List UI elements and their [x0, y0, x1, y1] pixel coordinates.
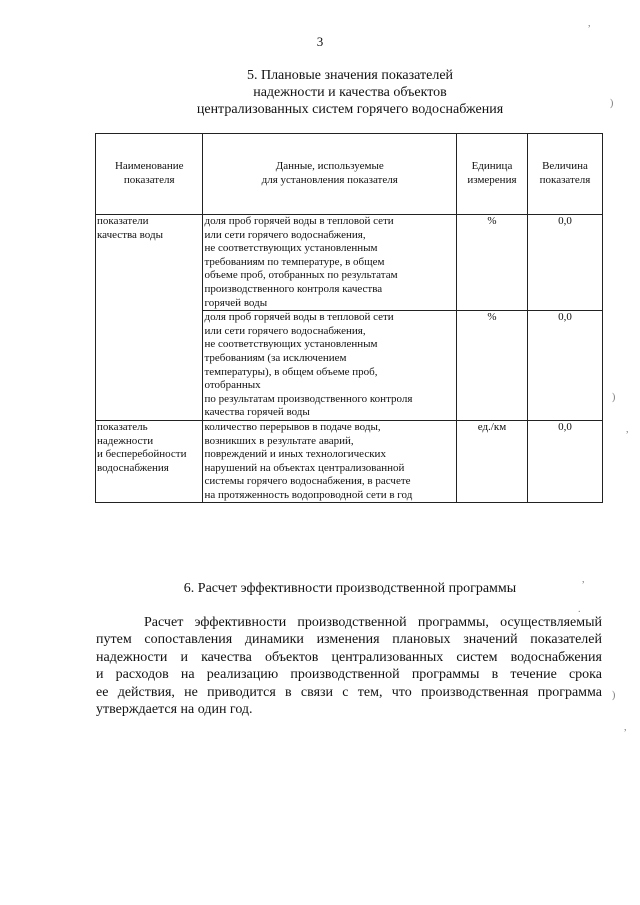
scan-speck: ) — [612, 392, 616, 403]
unit-cell: % — [456, 311, 527, 421]
header-unit — [456, 134, 527, 215]
section-5-title-line: 5. Плановые значения показателей — [246, 68, 454, 83]
name-line: показатели — [97, 215, 149, 227]
page-number: 3 — [316, 34, 324, 49]
table-row — [96, 420, 603, 503]
name-line: показатель — [97, 420, 148, 433]
data-line: требованиям по температуре, в общем — [204, 255, 385, 268]
data-line: количество перерывов в подаче воды, — [204, 420, 381, 433]
scan-speck: ) — [610, 98, 614, 109]
value-cell: 0,0 — [527, 420, 602, 503]
data-line: повреждений и иных технологических — [204, 448, 386, 461]
data-line: температуры), в общем объеме проб, — [204, 365, 378, 378]
header-line: показателя — [123, 174, 175, 186]
section-5-title-line: централизованных систем горячего водоснабжения — [196, 102, 504, 117]
data-description-cell — [203, 311, 457, 421]
header-line: Наименование — [114, 160, 184, 173]
data-line: на протяженность водопроводной сети в год — [204, 488, 413, 501]
data-line: доля проб горячей воды в тепловой сети — [204, 215, 394, 227]
header-line: Единица — [471, 160, 513, 173]
scan-speck: . — [578, 604, 581, 615]
section-6-title: 6. Расчет эффективности производственной программы — [183, 581, 517, 596]
indicator-name-water-quality — [96, 215, 203, 421]
data-line: нарушений на объектах централизованной — [204, 461, 405, 474]
name-line: и бесперебойности — [97, 448, 187, 461]
scan-speck: ) — [612, 690, 616, 701]
paragraph-line: путем сопоставления динамики изменения плановых значений показателей — [96, 632, 602, 648]
data-line: или сети горячего водоснабжения, — [204, 324, 366, 337]
data-line: доля проб горячей воды в тепловой сети — [204, 311, 394, 324]
data-line: не соответствующих установленным — [204, 338, 378, 351]
data-description-cell — [203, 420, 457, 503]
data-line: или сети горячего водоснабжения, — [204, 228, 366, 241]
data-line: возникших в результате аварий, — [204, 434, 354, 447]
unit-cell: ед./км — [456, 420, 527, 503]
data-line: по результатам производственного контроля — [204, 392, 413, 405]
header-indicator-name — [96, 134, 203, 215]
paragraph-line: ее действия, не приводится в связи с тем, что производственная программа — [96, 684, 602, 700]
efficiency-paragraph — [96, 614, 602, 718]
header-line: Величина — [542, 160, 588, 173]
indicator-name-reliability — [96, 420, 203, 503]
name-line: надежности — [97, 434, 154, 447]
value-cell: 0,0 — [527, 311, 602, 421]
header-value — [527, 134, 602, 215]
unit-cell: % — [456, 215, 527, 311]
indicators-table — [95, 133, 603, 503]
table-row — [96, 215, 603, 311]
data-line: производственного контроля качества — [204, 282, 383, 295]
data-line: горячей воды — [204, 296, 268, 309]
scan-speck: , — [582, 574, 585, 585]
table-header-row — [96, 134, 603, 215]
header-line: для установления показателя — [261, 174, 398, 186]
paragraph-line: утверждается на один год. — [96, 702, 253, 718]
paragraph-line: Расчет эффективности производственной программы, осуществляемый — [144, 615, 602, 630]
section-5-title-line: надежности и качества объектов — [253, 85, 447, 100]
scan-speck: , — [588, 18, 591, 29]
name-line: водоснабжения — [97, 461, 169, 474]
data-description-cell — [203, 215, 457, 311]
value-cell: 0,0 — [527, 215, 602, 311]
paragraph-line: и расходов на реализацию производственной программы в течение срока — [96, 667, 602, 683]
scan-speck: , — [624, 722, 627, 733]
header-data-used — [203, 134, 457, 215]
header-line: Данные, используемые — [275, 160, 384, 173]
scan-speck: , — [626, 424, 629, 435]
paragraph-line: надежности и качества объектов централизованных систем водоснабжения — [96, 649, 602, 665]
section-5-title — [0, 67, 640, 118]
data-line: системы горячего водоснабжения, в расчете — [204, 475, 411, 488]
data-line: объеме проб, отобранных по результатам — [204, 269, 398, 282]
data-line: не соответствующих установленным — [204, 242, 378, 255]
header-line: показателя — [539, 174, 591, 186]
data-line: качества горячей воды — [204, 406, 310, 419]
name-line: качества воды — [97, 228, 163, 241]
data-line: требованиям (за исключением — [204, 351, 347, 364]
data-line: отобранных — [204, 379, 261, 392]
header-line: измерения — [467, 174, 517, 186]
